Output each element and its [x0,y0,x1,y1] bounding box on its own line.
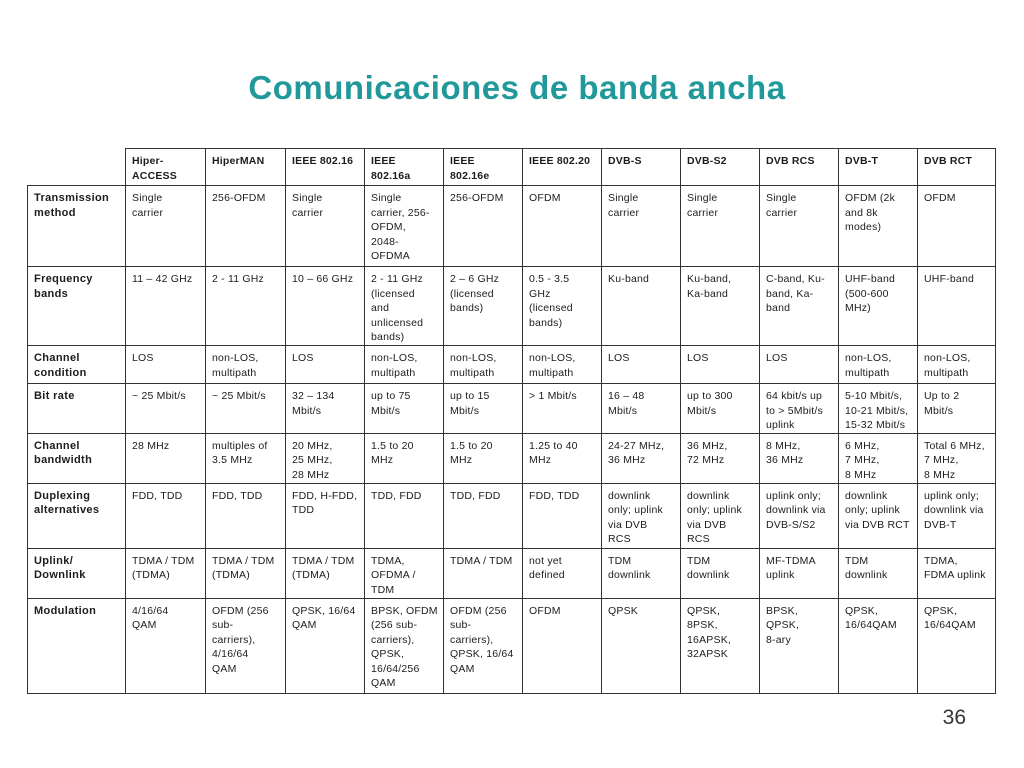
row-header: Bit rate [28,384,126,434]
table-cell: Single carrier [602,186,681,267]
column-header: Hiper- ACCESS [126,149,206,186]
table-cell: 11 – 42 GHz [126,267,206,346]
table-cell: FDD, H-FDD, TDD [286,483,365,548]
table-cell: 256-OFDM [444,186,523,267]
table-cell: 6 MHz, 7 MHz, 8 MHz [839,433,918,483]
table-cell: Up to 2 Mbit/s [918,384,996,434]
table-cell: C-band, Ku- band, Ka- band [760,267,839,346]
table-cell: TDD, FDD [365,483,444,548]
column-header: DVB-T [839,149,918,186]
table-cell: 256-OFDM [206,186,286,267]
table-cell: 24-27 MHz, 36 MHz [602,433,681,483]
table-cell: 20 MHz, 25 MHz, 28 MHz [286,433,365,483]
table-cell: BPSK, OFDM (256 sub- carriers), QPSK, 16/64/256 QAM [365,598,444,693]
table-cell: TDMA / TDM [444,548,523,598]
table-cell: TDMA, FDMA uplink [918,548,996,598]
table-row [28,483,996,548]
comparison-table [27,148,996,694]
table-cell: downlink only; uplink via DVB RCS [681,483,760,548]
table-cell: TDMA, OFDMA / TDM [365,548,444,598]
table-cell: 16 – 48 Mbit/s [602,384,681,434]
table-cell: Ku-band, Ka-band [681,267,760,346]
table-cell: up to 15 Mbit/s [444,384,523,434]
column-header: DVB RCS [760,149,839,186]
table-cell: Total 6 MHz, 7 MHz, 8 MHz [918,433,996,483]
table-cell: TDMA / TDM (TDMA) [206,548,286,598]
table-cell: OFDM (256 sub- carriers), 4/16/64 QAM [206,598,286,693]
table-cell: 32 – 134 Mbit/s [286,384,365,434]
table-cell: 5-10 Mbit/s, 10-21 Mbit/s, 15-32 Mbit/s [839,384,918,434]
row-header: Transmission method [28,186,126,267]
table-cell: TDM downlink [602,548,681,598]
table-cell: not yet defined [523,548,602,598]
table-cell: LOS [760,346,839,384]
table-cell: 10 – 66 GHz [286,267,365,346]
table-cell: QPSK, 16/64QAM [839,598,918,693]
table-cell: 28 MHz [126,433,206,483]
table-cell: ~ 25 Mbit/s [126,384,206,434]
table-cell: OFDM [918,186,996,267]
table-cell: TDMA / TDM (TDMA) [126,548,206,598]
column-header: IEEE 802.20 [523,149,602,186]
table-cell: 0.5 - 3.5 GHz (licensed bands) [523,267,602,346]
column-header: DVB RCT [918,149,996,186]
table-corner-cell [28,149,126,186]
slide-title: Comunicaciones de banda ancha [248,69,786,106]
table-cell: 4/16/64 QAM [126,598,206,693]
table-cell: 1.5 to 20 MHz [444,433,523,483]
column-header: IEEE 802.16e [444,149,523,186]
row-header: Uplink/ Downlink [28,548,126,598]
table-cell: up to 300 Mbit/s [681,384,760,434]
table-cell: 1.5 to 20 MHz [365,433,444,483]
table-cell: non-LOS, multipath [444,346,523,384]
table-cell: ~ 25 Mbit/s [206,384,286,434]
table-row [28,346,996,384]
table-cell: uplink only; downlink via DVB-T [918,483,996,548]
table-row [28,267,996,346]
table-cell: non-LOS, multipath [523,346,602,384]
table-row [28,384,996,434]
table-cell: Single carrier [286,186,365,267]
table-cell: LOS [286,346,365,384]
table-cell: TDMA / TDM (TDMA) [286,548,365,598]
table-cell: TDM downlink [681,548,760,598]
table-cell: 1.25 to 40 MHz [523,433,602,483]
table-header-row [28,149,996,186]
table-cell: up to 75 Mbit/s [365,384,444,434]
table-cell: Ku-band [602,267,681,346]
table-cell: uplink only; downlink via DVB-S/S2 [760,483,839,548]
table-cell: 2 - 11 GHz [206,267,286,346]
table-cell: non-LOS, multipath [365,346,444,384]
table-cell: non-LOS, multipath [918,346,996,384]
column-header: HiperMAN [206,149,286,186]
row-header: Channel condition [28,346,126,384]
row-header: Frequency bands [28,267,126,346]
table-cell: FDD, TDD [523,483,602,548]
table-cell: non-LOS, multipath [839,346,918,384]
table-cell: LOS [126,346,206,384]
table-cell: TDD, FDD [444,483,523,548]
table-cell: QPSK, 8PSK, 16APSK, 32APSK [681,598,760,693]
table-cell: QPSK, 16/64 QAM [286,598,365,693]
table-cell: 36 MHz, 72 MHz [681,433,760,483]
table-cell: 2 - 11 GHz (licensed and unlicensed bands) [365,267,444,346]
table-cell: downlink only; uplink via DVB RCT [839,483,918,548]
table-cell: non-LOS, multipath [206,346,286,384]
table-cell: OFDM [523,186,602,267]
table-cell: FDD, TDD [206,483,286,548]
table-cell: 2 – 6 GHz (licensed bands) [444,267,523,346]
table-cell: LOS [602,346,681,384]
table-cell: downlink only; uplink via DVB RCS [602,483,681,548]
page-number: 36 [942,706,966,729]
table-cell: OFDM [523,598,602,693]
table-row [28,548,996,598]
row-header: Channel bandwidth [28,433,126,483]
table-cell: QPSK, 16/64QAM [918,598,996,693]
table-cell: 8 MHz, 36 MHz [760,433,839,483]
row-header: Duplexing alternatives [28,483,126,548]
table-row [28,186,996,267]
table-cell: TDM downlink [839,548,918,598]
row-header: Modulation [28,598,126,693]
table-cell: OFDM (2k and 8k modes) [839,186,918,267]
comparison-table-body [28,149,996,694]
table-cell: 64 kbit/s up to > 5Mbit/s uplink [760,384,839,434]
table-cell: LOS [681,346,760,384]
table-row [28,598,996,693]
table-cell: FDD, TDD [126,483,206,548]
table-cell: > 1 Mbit/s [523,384,602,434]
table-row [28,433,996,483]
table-cell: UHF-band (500-600 MHz) [839,267,918,346]
table-cell: multiples of 3.5 MHz [206,433,286,483]
column-header: DVB-S2 [681,149,760,186]
table-cell: Single carrier [760,186,839,267]
table-cell: Single carrier [681,186,760,267]
column-header: IEEE 802.16a [365,149,444,186]
column-header: DVB-S [602,149,681,186]
table-cell: OFDM (256 sub- carriers), QPSK, 16/64 QAM [444,598,523,693]
table-cell: QPSK [602,598,681,693]
column-header: IEEE 802.16 [286,149,365,186]
table-cell: BPSK, QPSK, 8-ary [760,598,839,693]
table-cell: MF-TDMA uplink [760,548,839,598]
table-cell: UHF-band [918,267,996,346]
table-cell: Single carrier, 256- OFDM, 2048- OFDMA [365,186,444,267]
table-cell: Single carrier [126,186,206,267]
